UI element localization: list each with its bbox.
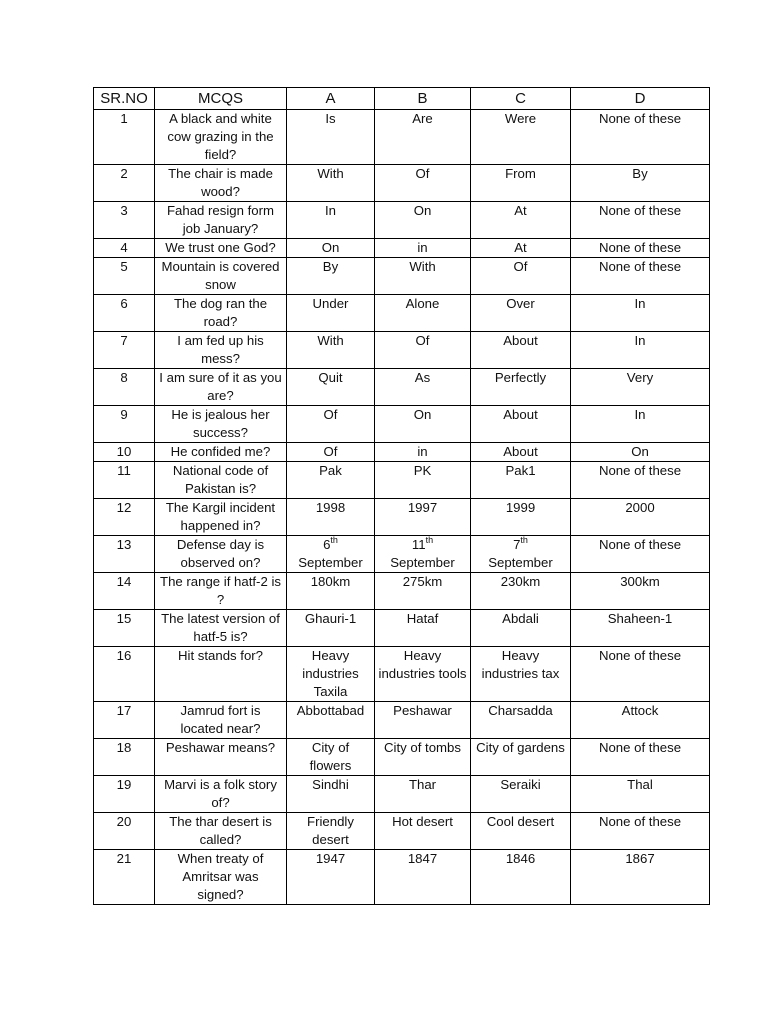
option-c-cell: Pak1 [471,462,571,499]
header-option-c: C [471,88,571,110]
option-b-cell: On [375,406,471,443]
option-c-cell: 230km [471,573,571,610]
question-cell: Peshawar means? [155,739,287,776]
header-option-a: A [287,88,375,110]
option-b-cell: Heavy industries tools [375,647,471,702]
ordinal-suffix: th [425,535,434,545]
sr-no-cell: 12 [94,499,155,536]
month-label: September [390,555,455,570]
question-cell: The chair is made wood? [155,165,287,202]
option-b-cell: Of [375,165,471,202]
table-row [94,239,710,258]
ordinal-suffix: th [520,535,528,545]
sr-no-cell: 18 [94,739,155,776]
option-a-cell: Abbottabad [287,702,375,739]
question-cell: The Kargil incident happened in? [155,499,287,536]
option-a-cell: Ghauri-1 [287,610,375,647]
question-cell: I am sure of it as you are? [155,369,287,406]
option-a-cell: City of flowers [287,739,375,776]
question-cell: The thar desert is called? [155,813,287,850]
table-row [94,295,710,332]
option-b-cell: Peshawar [375,702,471,739]
question-cell: Mountain is covered snow [155,258,287,295]
option-b-cell: Are [375,110,471,165]
option-d-cell: By [571,165,710,202]
option-d-cell: Shaheen-1 [571,610,710,647]
month-label: September [488,555,553,570]
question-cell: The range if hatf-2 is ? [155,573,287,610]
option-c-cell [471,536,571,573]
option-c-cell: City of gardens [471,739,571,776]
option-b-cell: As [375,369,471,406]
option-c-cell: Perfectly [471,369,571,406]
option-a-cell: Friendly desert [287,813,375,850]
sr-no-cell: 3 [94,202,155,239]
question-cell: Defense day is observed on? [155,536,287,573]
option-d-cell: None of these [571,258,710,295]
table-row [94,776,710,813]
option-b-cell: On [375,202,471,239]
question-cell: National code of Pakistan is? [155,462,287,499]
option-c-cell: About [471,443,571,462]
question-cell: We trust one God? [155,239,287,258]
sr-no-cell: 11 [94,462,155,499]
option-c-cell: Of [471,258,571,295]
option-d-cell: Very [571,369,710,406]
option-d-cell: 2000 [571,499,710,536]
option-b-cell: PK [375,462,471,499]
option-a-cell: Under [287,295,375,332]
table-row [94,573,710,610]
option-b-cell: Thar [375,776,471,813]
option-c-cell: From [471,165,571,202]
sr-no-cell: 20 [94,813,155,850]
sr-no-cell: 7 [94,332,155,369]
option-b-cell: Hataf [375,610,471,647]
option-c-cell: Heavy industries tax [471,647,571,702]
option-a-cell: 1998 [287,499,375,536]
option-c-cell: Charsadda [471,702,571,739]
ordinal-number: 7 [513,537,521,552]
table-row [94,499,710,536]
table-row [94,406,710,443]
option-b-cell: 1997 [375,499,471,536]
option-a-cell: By [287,258,375,295]
option-d-cell: In [571,332,710,369]
table-row [94,258,710,295]
table-row [94,165,710,202]
option-b-cell [375,536,471,573]
question-cell: Hit stands for? [155,647,287,702]
sr-no-cell: 5 [94,258,155,295]
option-a-cell: 1947 [287,850,375,905]
option-d-cell: 1867 [571,850,710,905]
option-c-cell: About [471,332,571,369]
table-row [94,647,710,702]
option-c-cell: Cool desert [471,813,571,850]
option-a-cell: In [287,202,375,239]
option-d-cell: In [571,295,710,332]
header-option-d: D [571,88,710,110]
option-a-cell: Is [287,110,375,165]
header-mcqs: MCQS [155,88,287,110]
table-row [94,462,710,499]
option-d-cell: None of these [571,202,710,239]
option-b-cell: Hot desert [375,813,471,850]
option-c-cell: Over [471,295,571,332]
sr-no-cell: 14 [94,573,155,610]
question-cell: The dog ran the road? [155,295,287,332]
option-a-cell: Of [287,406,375,443]
table-row [94,332,710,369]
sr-no-cell: 6 [94,295,155,332]
table-row [94,739,710,776]
option-d-cell: None of these [571,110,710,165]
option-d-cell: On [571,443,710,462]
sr-no-cell: 13 [94,536,155,573]
option-d-cell: None of these [571,647,710,702]
sr-no-cell: 9 [94,406,155,443]
option-d-cell: Thal [571,776,710,813]
sr-no-cell: 10 [94,443,155,462]
option-b-cell: 1847 [375,850,471,905]
option-a-cell: Pak [287,462,375,499]
option-d-cell: None of these [571,536,710,573]
ordinal-number: 6 [323,537,331,552]
question-cell: Fahad resign form job January? [155,202,287,239]
question-cell: Jamrud fort is located near? [155,702,287,739]
option-d-cell: None of these [571,462,710,499]
option-a-cell: With [287,332,375,369]
option-d-cell: 300km [571,573,710,610]
ordinal-number: 11 [411,537,426,552]
option-d-cell: None of these [571,813,710,850]
option-d-cell: None of these [571,739,710,776]
option-d-cell: None of these [571,239,710,258]
header-option-b: B [375,88,471,110]
option-c-cell: Abdali [471,610,571,647]
option-b-cell: 275km [375,573,471,610]
table-row [94,702,710,739]
header-sr-no: SR.NO [94,88,155,110]
table-row [94,369,710,406]
option-a-cell: With [287,165,375,202]
option-a-cell: 180km [287,573,375,610]
option-a-cell: Sindhi [287,776,375,813]
sr-no-cell: 8 [94,369,155,406]
option-d-cell: Attock [571,702,710,739]
sr-no-cell: 21 [94,850,155,905]
option-d-cell: In [571,406,710,443]
question-cell: Marvi is a folk story of? [155,776,287,813]
option-a-cell: Quit [287,369,375,406]
question-cell: When treaty of Amritsar was signed? [155,850,287,905]
month-label: September [298,555,363,570]
table-row [94,443,710,462]
option-a-cell: On [287,239,375,258]
option-c-cell: About [471,406,571,443]
sr-no-cell: 17 [94,702,155,739]
table-row [94,850,710,905]
question-cell: He is jealous her success? [155,406,287,443]
question-cell: A black and white cow grazing in the field? [155,110,287,165]
table-row [94,536,710,573]
table-row [94,202,710,239]
question-cell: I am fed up his mess? [155,332,287,369]
question-cell: He confided me? [155,443,287,462]
option-a-cell [287,536,375,573]
table-row [94,110,710,165]
sr-no-cell: 19 [94,776,155,813]
table-row [94,813,710,850]
table-body [94,110,710,905]
option-c-cell: At [471,202,571,239]
sr-no-cell: 1 [94,110,155,165]
option-b-cell: With [375,258,471,295]
sr-no-cell: 15 [94,610,155,647]
sr-no-cell: 4 [94,239,155,258]
option-b-cell: Alone [375,295,471,332]
option-b-cell: City of tombs [375,739,471,776]
question-cell: The latest version of hatf-5 is? [155,610,287,647]
sr-no-cell: 2 [94,165,155,202]
sr-no-cell: 16 [94,647,155,702]
option-c-cell: Were [471,110,571,165]
option-a-cell: Heavy industries Taxila [287,647,375,702]
mcq-table [93,87,710,905]
option-b-cell: in [375,443,471,462]
option-c-cell: 1846 [471,850,571,905]
ordinal-suffix: th [330,535,338,545]
option-a-cell: Of [287,443,375,462]
option-c-cell: At [471,239,571,258]
table-header-row [94,88,710,110]
option-c-cell: Seraiki [471,776,571,813]
option-b-cell: in [375,239,471,258]
table-row [94,610,710,647]
option-b-cell: Of [375,332,471,369]
option-c-cell: 1999 [471,499,571,536]
